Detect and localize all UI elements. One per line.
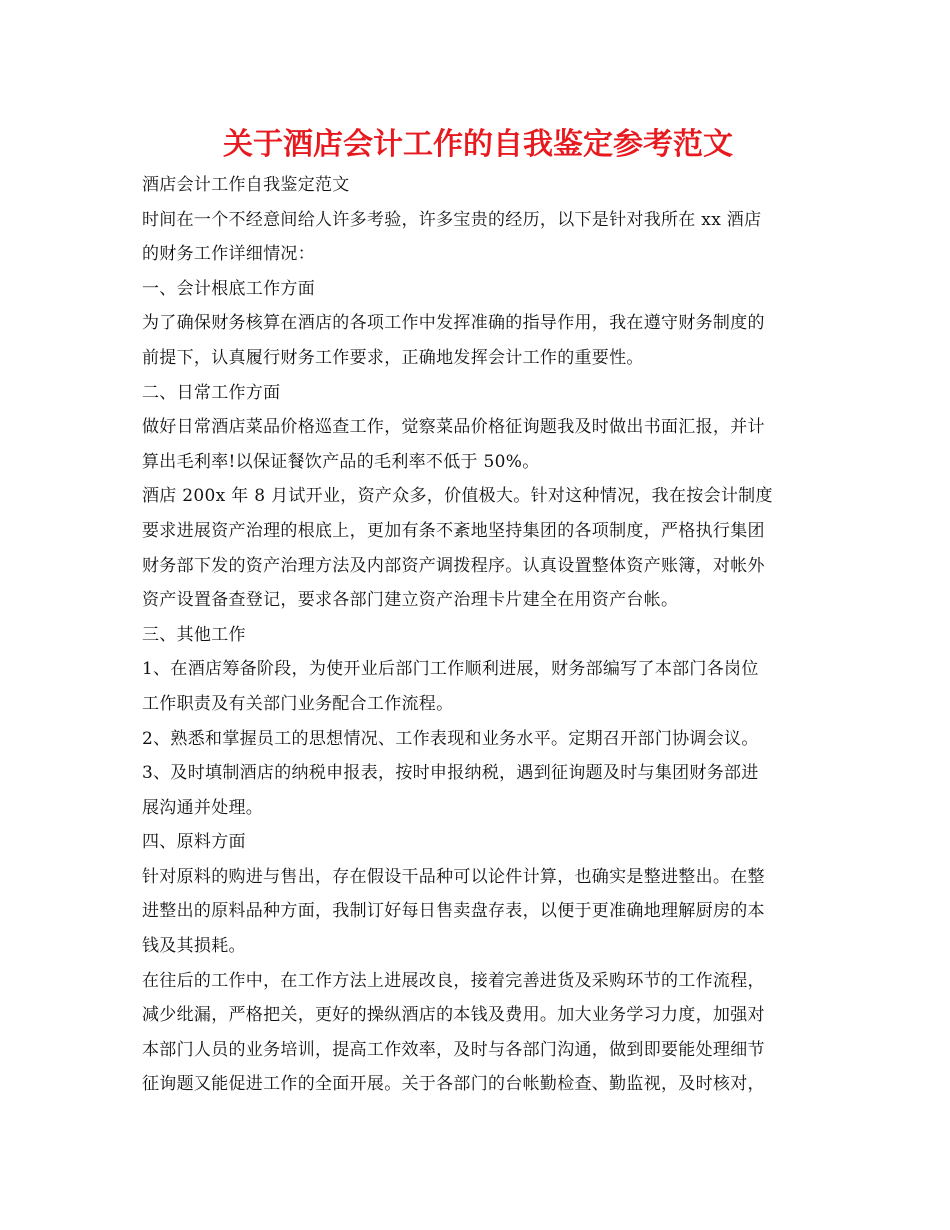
- body-line: 前提下，认真履行财务工作要求，正确地发挥会计工作的重要性。: [142, 347, 644, 368]
- body-line: 征询题又能促进工作的全面开展。关于各部门的台帐勤检查、勤监视，及时核对，: [142, 1074, 765, 1095]
- document-page: [142, 122, 814, 1102]
- body-line: 进整出的原料品种方面，我制订好每日售卖盘存表，以便于更准确地理解厨房的本: [142, 901, 765, 922]
- document-body: [142, 168, 814, 1102]
- section-heading: 一、会计根底工作方面: [142, 278, 315, 299]
- body-line: 做好日常酒店菜品价格巡查工作，觉察菜品价格征询题我及时做出书面汇报，并计: [142, 417, 765, 438]
- body-line: 的财务工作详细情况：: [142, 244, 315, 265]
- body-line: 酒店 200x 年 8 月试开业，资产众多，价值极大。针对这种情况，我在按会计制度: [142, 486, 773, 507]
- body-line: 钱及其损耗。: [142, 936, 246, 957]
- body-line: 工作职责及有关部门业务配合工作流程。: [142, 693, 454, 714]
- body-line: 算出毛利率!以保证餐饮产品的毛利率不低于 50%。: [142, 451, 540, 472]
- body-line: 时间在一个不经意间给人许多考验，许多宝贵的经历，以下是针对我所在 xx 酒店: [142, 209, 762, 230]
- body-line: 酒店会计工作自我鉴定范文: [142, 175, 350, 195]
- section-heading: 四、原料方面: [142, 832, 246, 853]
- body-line: 本部门人员的业务培训，提高工作效率，及时与各部门沟通，做到即要能处理细节: [142, 1039, 765, 1060]
- section-heading: 二、日常工作方面: [142, 382, 281, 403]
- body-line: 财务部下发的资产治理方法及内部资产调拨程序。认真设置整体资产账簿，对帐外: [142, 555, 765, 576]
- body-line: 在往后的工作中，在工作方法上进展改良，接着完善进货及采购环节的工作流程，: [142, 970, 765, 991]
- body-line: 展沟通并处理。: [142, 797, 264, 818]
- document-title: 关于酒店会计工作的自我鉴定参考范文: [223, 127, 733, 162]
- section-heading: 三、其他工作: [142, 624, 246, 645]
- body-line: 资产设置备查登记，要求各部门建立资产治理卡片建全在用资产台帐。: [142, 590, 679, 611]
- body-line: 减少纰漏，严格把关，更好的操纵酒店的本钱及费用。加大业务学习力度，加强对: [142, 1005, 765, 1026]
- body-line: 要求进展资产治理的根底上，更加有条不紊地坚持集团的各项制度，严格执行集团: [142, 520, 765, 541]
- body-line: 针对原料的购进与售出，存在假设干品种可以论件计算，也确实是整进整出。在整: [142, 866, 765, 887]
- body-line: 2、熟悉和掌握员工的思想情况、工作表现和业务水平。定期召开部门协调会议。: [142, 728, 759, 749]
- body-line: 3、及时填制酒店的纳税申报表，按时申报纳税，遇到征询题及时与集团财务部进: [142, 763, 759, 784]
- body-line: 为了确保财务核算在酒店的各项工作中发挥准确的指导作用，我在遵守财务制度的: [142, 313, 765, 334]
- body-line: 1、在酒店筹备阶段，为使开业后部门工作顺利进展，财务部编写了本部门各岗位: [142, 659, 759, 680]
